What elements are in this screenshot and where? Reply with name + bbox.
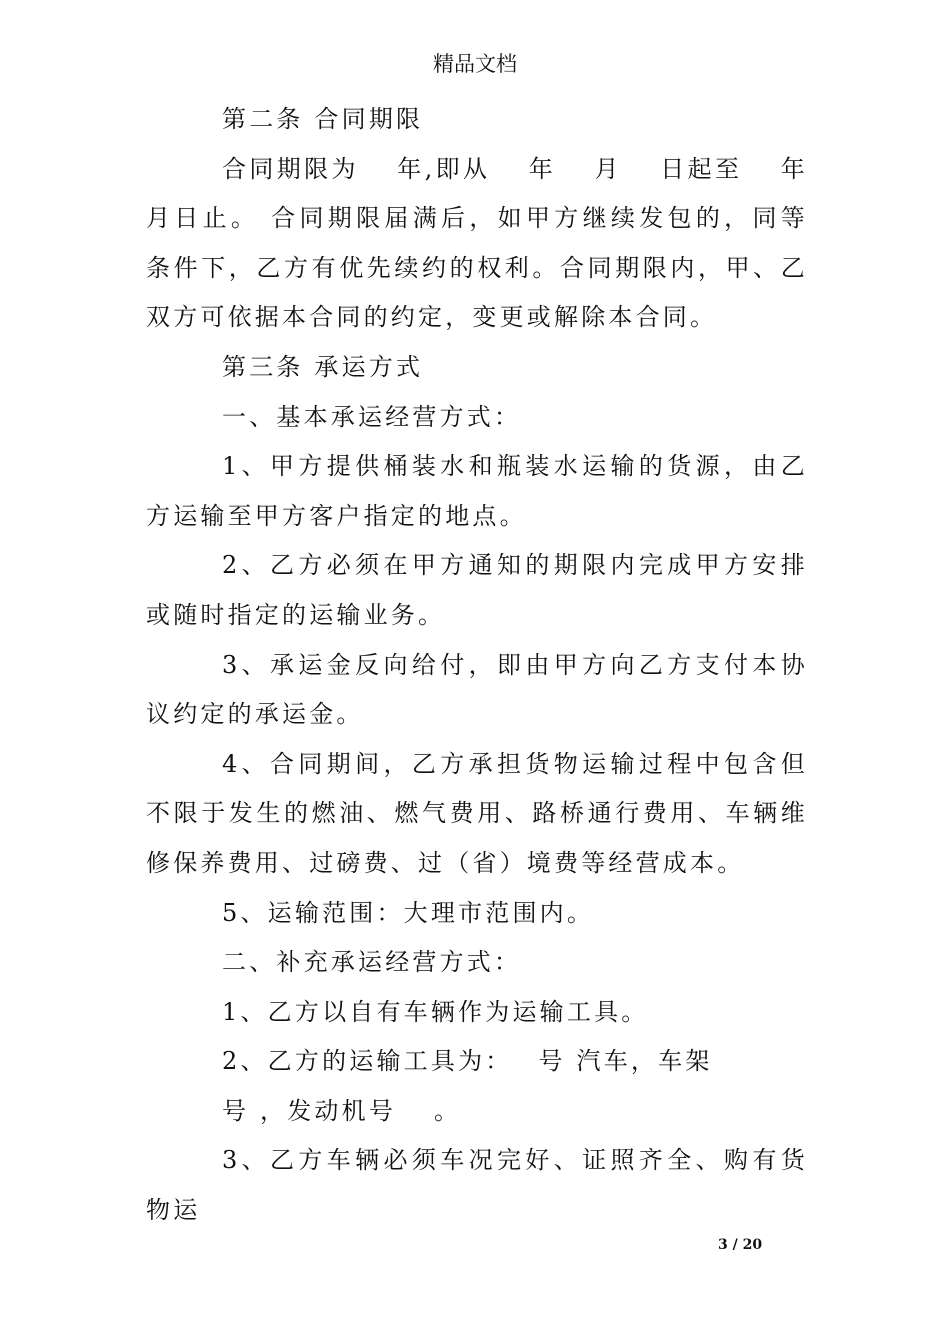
paragraph: 4、合同期间，乙方承担货物运输过程中包含但不限于发生的燃油、燃气费用、路桥通行费用、车辆维修保养费用、过磅费、过（省）境费等经营成本。: [146, 749, 808, 877]
paragraph: 1、甲方提供桶装水和瓶装水运输的货源，由乙方运输至甲方客户指定的地点。: [146, 452, 808, 530]
paragraph: 3、承运金反向给付，即由甲方向乙方支付本协议约定的承运金。: [146, 650, 808, 729]
paragraph: 2、乙方必须在甲方通知的期限内完成甲方安排或随时指定的运输业务。: [146, 551, 808, 629]
paragraph: 二、补充承运经营方式：: [222, 948, 522, 977]
paragraph: 号 ，发动机号 。: [222, 1096, 462, 1125]
page-header: 精品文档: [433, 52, 517, 76]
page-number: 3 / 20: [718, 1237, 763, 1253]
paragraph: 合同期限为 年,即从 年 月 日起至 年 月日止。 合同期限届满后，如甲方继续发包的，同等条件下，乙方有优先续约的权利。合同期限内，甲、乙双方可依据本合同的约定，变更或解除本合同。: [146, 154, 847, 332]
paragraph: 3、乙方车辆必须车况完好、证照齐全、购有货物运: [146, 1146, 808, 1225]
paragraph: 一、基本承运经营方式：: [222, 402, 522, 431]
paragraph: 第三条 承运方式: [222, 352, 424, 381]
document-body: [146, 95, 847, 1236]
paragraph: 第二条 合同期限: [222, 105, 424, 133]
paragraph: 2、乙方的运输工具为： 号 汽车，车架: [222, 1047, 713, 1076]
paragraph: 1、乙方以自有车辆作为运输工具。: [222, 997, 649, 1026]
paragraph: 5、运输范围：大理市范围内。: [222, 898, 595, 927]
